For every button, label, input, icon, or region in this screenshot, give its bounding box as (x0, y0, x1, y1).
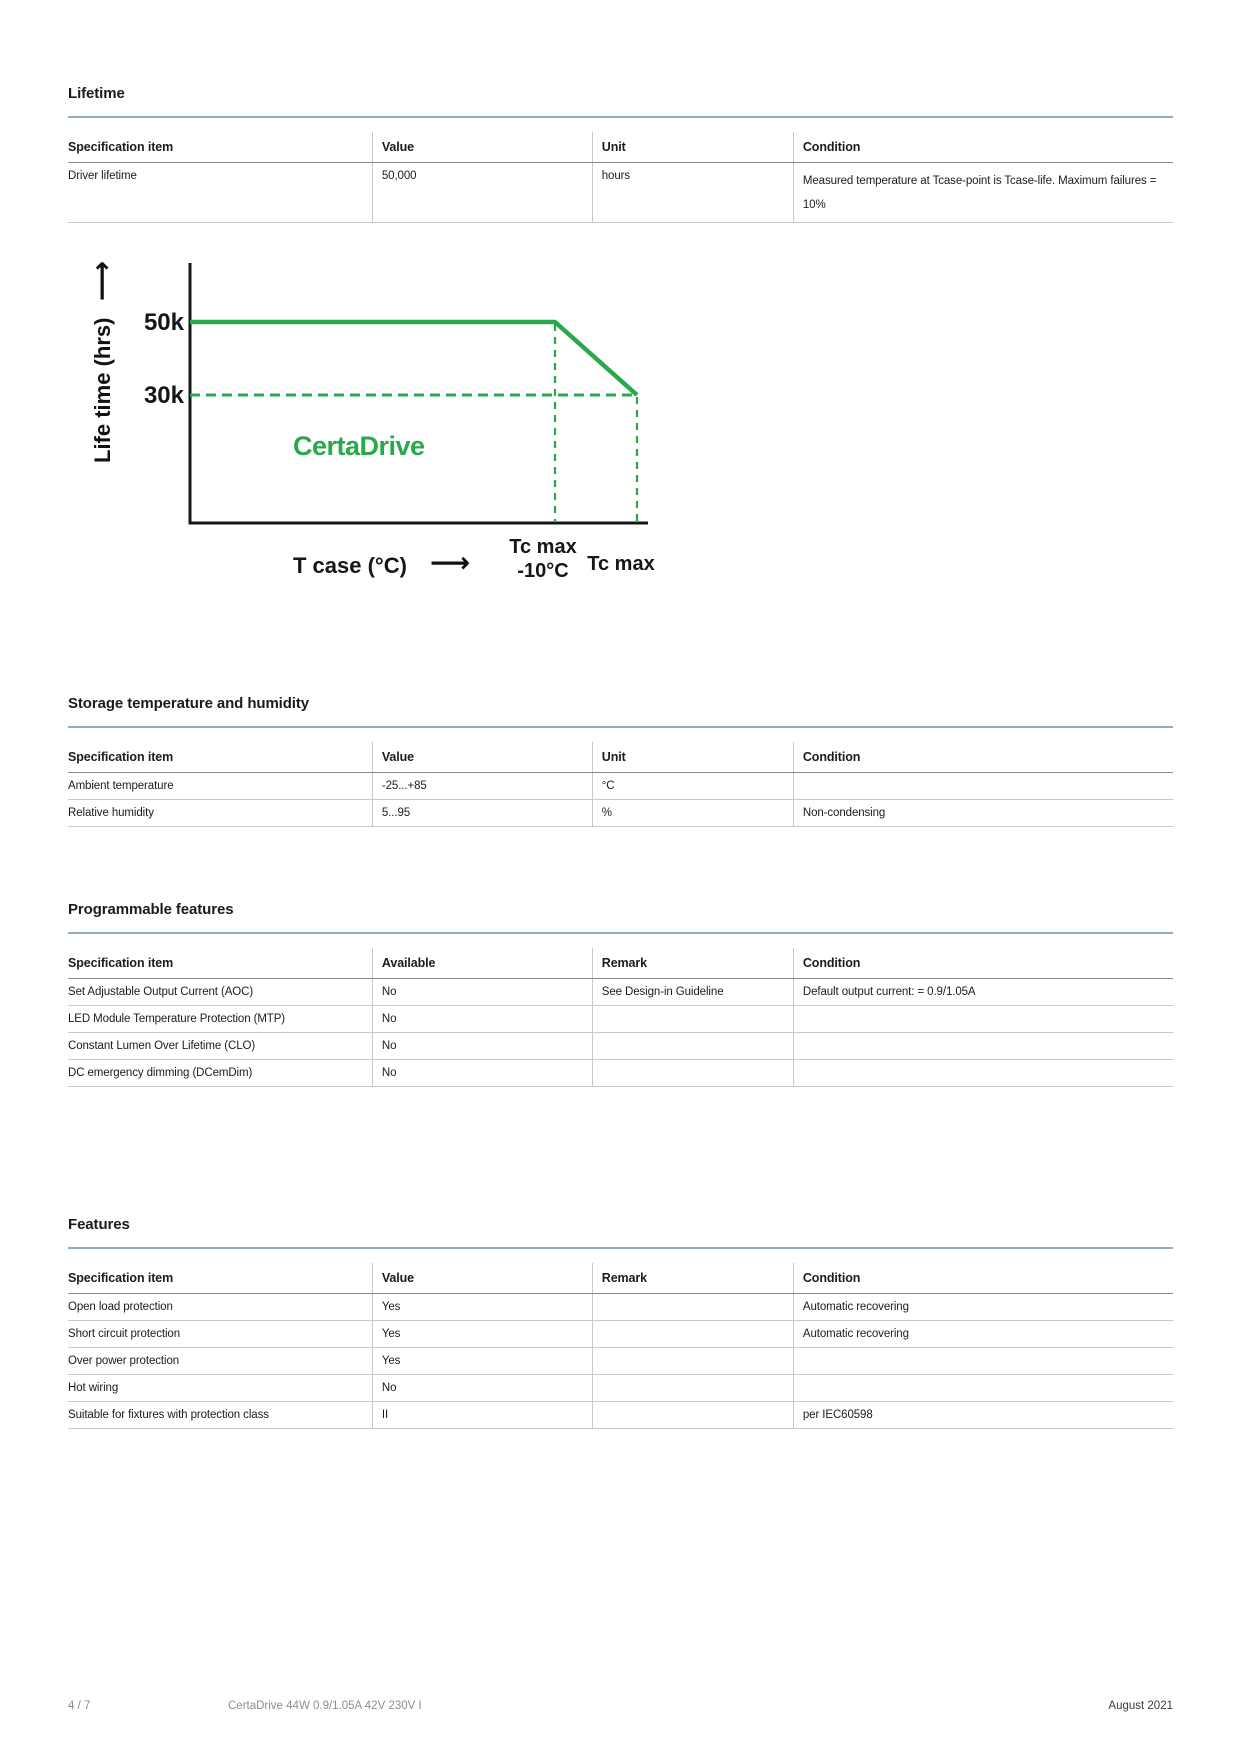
table-cell: Relative humidity (68, 807, 154, 819)
section-divider (68, 726, 1173, 728)
section-heading-lifetime: Lifetime (68, 85, 125, 102)
table-cell (793, 1033, 1173, 1059)
chart-axes (190, 263, 648, 523)
table-row (68, 1348, 1173, 1375)
table-cell: Yes (372, 1348, 592, 1374)
storage-table (68, 742, 1173, 827)
table-row (68, 1402, 1173, 1429)
table-cell (592, 1321, 793, 1347)
table-cell: Open load protection (68, 1301, 173, 1313)
x-tick-tcmax-minus10-line1: Tc max (509, 536, 577, 558)
table-row (68, 1060, 1173, 1087)
features-table (68, 1263, 1173, 1429)
column-header: Value (372, 132, 592, 162)
table-cell (592, 1348, 793, 1374)
table-cell: Short circuit protection (68, 1328, 181, 1340)
column-header: Condition (793, 948, 1173, 978)
section-heading-features: Features (68, 1216, 130, 1233)
table-cell: Driver lifetime (68, 170, 137, 182)
column-header: Unit (592, 742, 793, 772)
table-header-row (68, 132, 1173, 163)
column-header: Condition (793, 1263, 1173, 1293)
table-cell: Default output current: = 0.9/1.05A (793, 979, 1173, 1005)
table-cell (793, 1060, 1173, 1086)
y-axis-title-group (86, 261, 117, 463)
table-row (68, 800, 1173, 827)
section-divider (68, 1247, 1173, 1249)
section-lifetime (68, 84, 1173, 223)
lifetime-chart-svg (78, 248, 663, 593)
table-cell: Automatic recovering (793, 1321, 1173, 1347)
table-cell: Suitable for fixtures with protection class (68, 1409, 269, 1421)
section-heading-programmable: Programmable features (68, 901, 234, 918)
footer-date: August 2021 (1108, 1700, 1173, 1712)
table-header-row (68, 742, 1173, 773)
table-cell: Non-condensing (793, 800, 1173, 826)
footer-doc-title: CertaDrive 44W 0.9/1.05A 42V 230V I (228, 1700, 422, 1712)
y-tick-30k: 30k (143, 382, 184, 409)
y-tick-50k: 50k (143, 309, 184, 336)
column-header: Value (372, 742, 592, 772)
column-header: Condition (793, 742, 1173, 772)
x-axis-label: T case (°C) (293, 553, 407, 578)
table-cell: -25...+85 (372, 773, 592, 799)
table-cell: No (372, 979, 592, 1005)
table-cell (592, 1060, 793, 1086)
table-cell: 5...95 (372, 800, 592, 826)
table-cell (592, 1375, 793, 1401)
table-cell (592, 1402, 793, 1428)
column-header: Unit (592, 132, 793, 162)
section-divider (68, 116, 1173, 118)
column-header: Condition (793, 132, 1173, 162)
table-cell: See Design-in Guideline (592, 979, 793, 1005)
table-cell: DC emergency dimming (DCemDim) (68, 1067, 253, 1079)
table-row (68, 1006, 1173, 1033)
column-header: Specification item (68, 750, 174, 764)
table-cell (793, 1375, 1173, 1401)
section-storage (68, 694, 1173, 827)
table-row (68, 163, 1173, 223)
lifetime-line (190, 322, 637, 395)
table-row (68, 1321, 1173, 1348)
table-cell: 50,000 (372, 163, 592, 222)
table-cell: No (372, 1375, 592, 1401)
table-cell (793, 1348, 1173, 1374)
column-header: Value (372, 1263, 592, 1293)
section-divider (68, 932, 1173, 934)
column-header: Specification item (68, 140, 174, 154)
table-cell: Yes (372, 1294, 592, 1320)
table-cell: per IEC60598 (793, 1402, 1173, 1428)
table-row (68, 1033, 1173, 1060)
table-row (68, 1375, 1173, 1402)
table-row (68, 1294, 1173, 1321)
column-header: Remark (592, 948, 793, 978)
column-header: Available (372, 948, 592, 978)
table-cell: hours (592, 163, 793, 222)
certadrive-watermark: CertaDrive (293, 431, 425, 461)
table-cell: Hot wiring (68, 1382, 119, 1394)
section-heading-storage: Storage temperature and humidity (68, 695, 310, 712)
y-axis-label: Life time (hrs) (90, 317, 115, 463)
table-cell (793, 1006, 1173, 1032)
table-cell (592, 1294, 793, 1320)
y-axis-arrow-icon: ⟶ (86, 260, 117, 301)
table-cell: Over power protection (68, 1355, 180, 1367)
table-cell (592, 1033, 793, 1059)
table-cell: No (372, 1006, 592, 1032)
table-cell: Automatic recovering (793, 1294, 1173, 1320)
section-features (68, 1215, 1173, 1429)
programmable-table (68, 948, 1173, 1087)
table-cell (793, 773, 1173, 799)
section-programmable (68, 900, 1173, 1087)
x-tick-tcmax-minus10-line2: -10°C (517, 560, 569, 582)
table-header-row (68, 948, 1173, 979)
x-tick-tcmax: Tc max (587, 553, 655, 575)
table-cell (592, 1006, 793, 1032)
table-row (68, 773, 1173, 800)
lifetime-table (68, 132, 1173, 223)
table-header-row (68, 1263, 1173, 1294)
lifetime-chart (78, 248, 663, 593)
table-cell: % (592, 800, 793, 826)
table-cell: LED Module Temperature Protection (MTP) (68, 1013, 286, 1025)
column-header: Specification item (68, 1271, 174, 1285)
table-cell: °C (592, 773, 793, 799)
table-cell: No (372, 1060, 592, 1086)
page-number: 4 / 7 (68, 1700, 91, 1712)
x-axis-arrow-icon: ⟶ (430, 547, 471, 578)
page-footer (68, 1698, 1173, 1714)
table-cell: No (372, 1033, 592, 1059)
table-cell: II (372, 1402, 592, 1428)
table-cell: Yes (372, 1321, 592, 1347)
table-row (68, 979, 1173, 1006)
table-cell: Constant Lumen Over Lifetime (CLO) (68, 1040, 256, 1052)
table-cell: Set Adjustable Output Current (AOC) (68, 986, 254, 998)
column-header: Specification item (68, 956, 174, 970)
table-cell: Ambient temperature (68, 780, 174, 792)
column-header: Remark (592, 1263, 793, 1293)
table-cell: Measured temperature at Tcase-point is Tcase-life. Maximum failures = 10% (793, 163, 1173, 222)
